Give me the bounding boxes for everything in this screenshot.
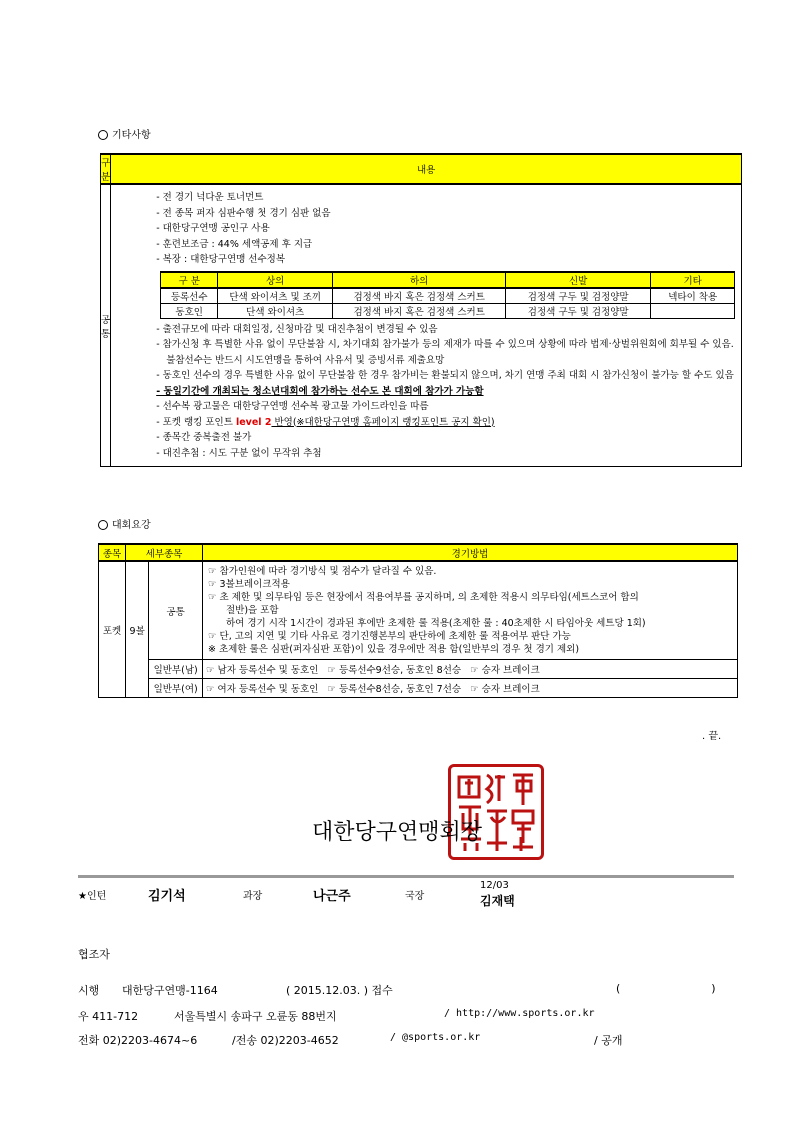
table-row xyxy=(161,303,735,318)
dress-cell: 단색 와이셔츠 및 조끼 xyxy=(218,288,333,304)
bullet-line: - 동호인 선수의 경우 특별한 사유 없이 무단불참 한 경우 참가비는 환불되지 않으며, 차기 연맹 주최 대회 시 참가신청이 불가능 할 수도 있음 xyxy=(156,370,734,381)
dress-cell: 검정색 바지 혹은 검정색 스커트 xyxy=(333,288,506,304)
bullet-line: - 출전규모에 따라 대회일정, 신청마감 및 대진추첨이 변경될 수 있음 xyxy=(156,323,438,335)
circle-bullet-icon xyxy=(98,520,108,530)
dress-cell: 등록선수 xyxy=(161,288,218,304)
header-content: 내용 xyxy=(111,154,742,184)
event-pocket: 포켓 xyxy=(99,561,126,698)
header-event: 종목 xyxy=(99,544,126,561)
dress-header: 상의 xyxy=(218,272,333,288)
issue-number: 대한당구연맹-1164 xyxy=(122,984,218,997)
receipt: ( ) xyxy=(616,982,716,995)
approval-role-manager: 과장 xyxy=(243,891,263,902)
dress-header: 하의 xyxy=(333,272,506,288)
approval-name-manager: 나근주 xyxy=(313,889,351,904)
cooperator-label: 협조자 xyxy=(78,948,110,961)
website: / http://www.sports.or.kr xyxy=(444,1008,595,1019)
circle-bullet-icon xyxy=(98,130,108,140)
bullet-line: - 훈련보조금 : 44% 세액공제 후 지급 xyxy=(156,238,313,250)
bullet-line: - 전 종목 퍼자 심판수행 첫 경기 심판 없음 xyxy=(156,207,331,219)
bullet-line: - 복장 : 대한당구연맹 선수정복 xyxy=(156,254,286,265)
dress-cell: 검정색 구두 및 검정양말 xyxy=(506,303,651,318)
approval-name-director: 김재택 xyxy=(480,894,515,908)
section2-title: 대회요강 xyxy=(98,516,151,531)
bullet-line: - 선수복 광고물은 대한당구연맹 선수복 광고물 가이드라인을 따름 xyxy=(156,401,429,412)
dress-cell: 검정색 구두 및 검정양말 xyxy=(506,288,651,304)
signature-title: 대한당구연맹회장 xyxy=(312,820,483,845)
rule-line: ※ 초제한 룰은 심판(퍼자심판 포함)이 있을 경우에만 적용 함(일반부의 경우 첫 경기 제외) xyxy=(208,644,580,655)
fax: /전송 02)2203-4652 xyxy=(232,1034,339,1047)
other-matters-table xyxy=(100,153,742,467)
row-label-common: 공통 xyxy=(149,561,203,660)
bullet-line: - 대한당구연맹 공인구 사용 xyxy=(156,223,270,234)
men-rule: ☞ 남자 등록선수 및 동호인 ☞ 등록선수9선승, 동호인 8선승 ☞ 승자 브레이크 xyxy=(203,660,738,679)
dress-header: 신발 xyxy=(506,272,651,288)
header-method: 경기방법 xyxy=(203,544,738,561)
rule-line: ☞ 3볼브레이크적용 xyxy=(208,579,290,590)
row-label-men: 일반부(남) xyxy=(149,660,203,679)
table-row xyxy=(99,660,738,679)
approval-name-intern: 김기석 xyxy=(148,889,186,904)
bullet-line: - 종목간 중복출전 불가 xyxy=(156,432,252,443)
approval-role-director: 국장 xyxy=(405,891,425,902)
ranking-level: level 2 xyxy=(235,416,272,428)
sub-event-9ball: 9볼 xyxy=(126,561,149,698)
dress-header: 기타 xyxy=(651,272,735,288)
bullet-line-emphasis: - 동일기간에 개최되는 청소년대회에 참가하는 선수도 본 대회에 참가가 가능함 xyxy=(156,385,484,397)
table-row xyxy=(99,679,738,698)
rule-line: ☞ 참가인원에 따라 경기방식 및 점수가 달라질 수 있음. xyxy=(208,566,437,577)
dress-cell: 검정색 바지 혹은 검정색 스커트 xyxy=(333,303,506,318)
content-cell xyxy=(111,184,742,467)
dress-header: 구 분 xyxy=(161,272,218,288)
competition-outline-table xyxy=(98,543,738,698)
address: 서울특별시 송파구 오륜동 88번지 xyxy=(174,1010,337,1023)
issue-date: ( 2015.12.03. ) 접수 xyxy=(286,984,393,997)
email: / @sports.or.kr xyxy=(390,1032,481,1043)
women-rule: ☞ 여자 등록선수 및 동호인 ☞ 등록선수8선승, 동호인 7선승 ☞ 승자 브레이크 xyxy=(203,679,738,698)
approval-role-intern: ★인턴 xyxy=(78,891,107,902)
postal-code: 우 411-712 xyxy=(78,1010,139,1023)
dress-cell: 동호인 xyxy=(161,303,218,318)
section1-title: 기타사항 xyxy=(98,126,151,141)
bullet-line: - 대진추첨 : 시도 구분 없이 무작위 추첨 xyxy=(156,447,322,459)
common-rules-cell xyxy=(203,561,738,660)
end-mark: . 끝. xyxy=(702,731,722,742)
table-row xyxy=(161,288,735,304)
approval-date: 12/03 xyxy=(480,880,509,891)
divider xyxy=(78,875,734,878)
phone: 전화 02)2203-4674~6 xyxy=(78,1034,198,1047)
rule-line: ☞ 단, 고의 지연 및 기타 사유로 경기진행본부의 판단하에 초제한 룰 적용여부 판단 가능 xyxy=(208,631,571,642)
category-common: 공통 xyxy=(101,184,111,467)
disclosure: / 공개 xyxy=(594,1034,623,1047)
rule-line: 절반)을 포함 xyxy=(226,605,279,616)
dress-cell: 넥타이 착용 xyxy=(651,288,735,304)
header-category: 구분 xyxy=(101,154,111,184)
row-label-women: 일반부(여) xyxy=(149,679,203,698)
bullet-line: - 전 경기 넉다운 토너먼트 xyxy=(156,192,264,203)
bullet-line: - 참가신청 후 특별한 사유 없이 무단불참 시, 차기대회 참가불가 등의 제재가 따를 수 있으며 상황에 따라 법제·상벌위원회에 회부될 수 있음. 불참선수는 반드시 시도연맹을 통하여 사유서 및 증빙서류 제출요망 xyxy=(156,339,734,366)
bullet-line-ranking: - 포켓 랭킹 포인트 level 2 반영(※대한당구연맹 홈페이지 랭킹포인트 공지 확인) xyxy=(156,416,495,428)
header-sub-event: 세부종목 xyxy=(126,544,203,561)
rule-line: ☞ 초 제한 및 의무타임 등은 현장에서 적용여부를 공지하며, 의 초제한 적용시 의무타임(세트스코어 합의 xyxy=(208,592,639,603)
rule-line: 하여 경기 시작 1시간이 경과된 후에만 초제한 룰 적용(초제한 룰 : 40초제한 시 타임아웃 세트당 1회) xyxy=(226,618,646,629)
dress-cell: 단색 와이셔츠 xyxy=(218,303,333,318)
issue-label: 시행 xyxy=(78,984,100,997)
dress-cell xyxy=(651,303,735,318)
dress-code-table xyxy=(160,271,735,319)
